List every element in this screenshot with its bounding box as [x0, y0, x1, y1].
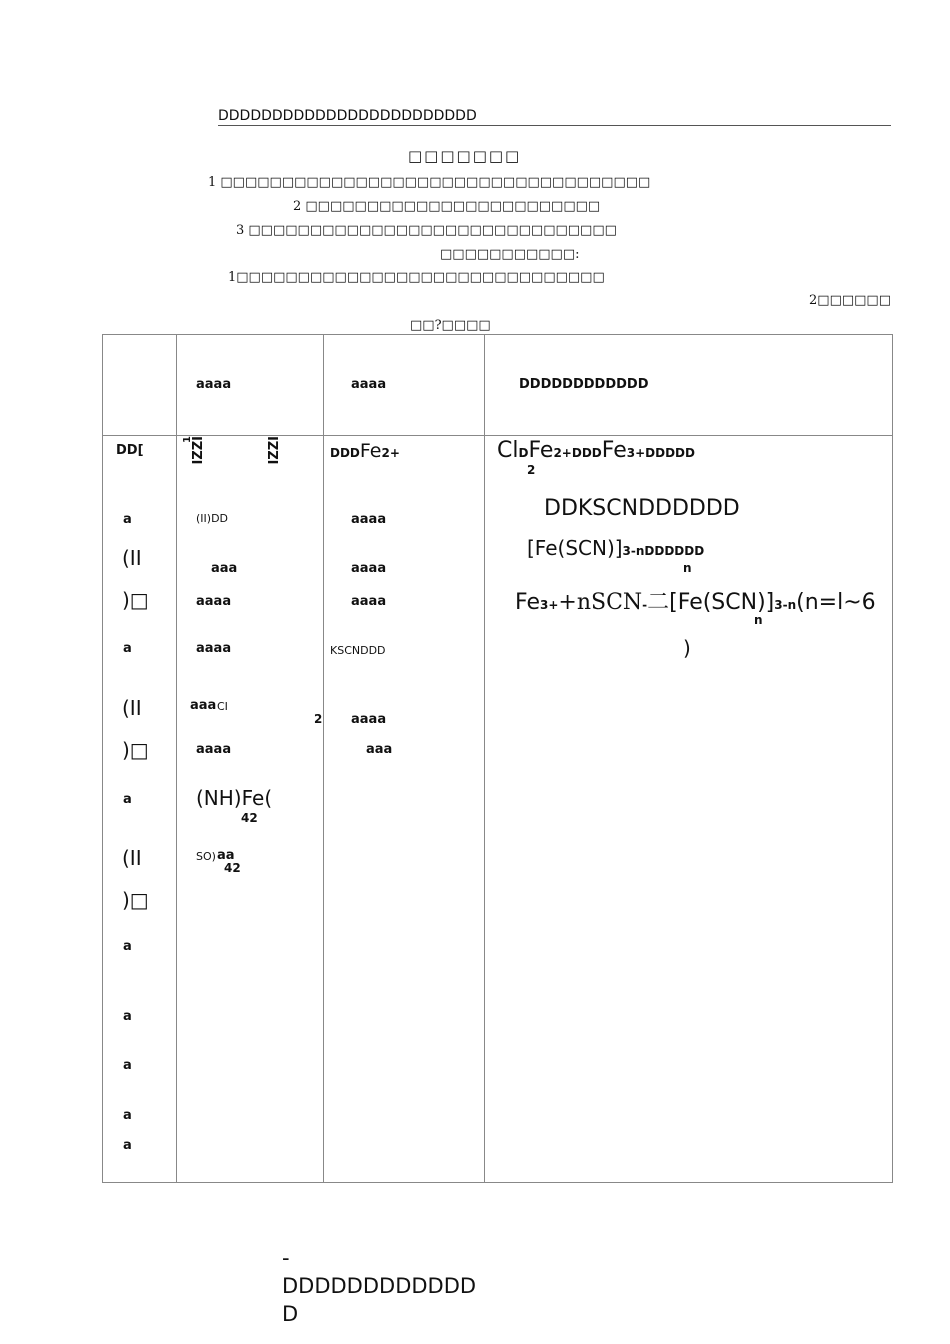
reagent-text: aaa — [211, 561, 238, 576]
footer-label: DDDDDDDDDDDDD — [282, 1274, 477, 1326]
header-cell-2 — [177, 335, 324, 436]
procedure-text: KSCNDDD — [330, 644, 386, 657]
complex-formula: [Fe(SCN)] — [527, 536, 623, 560]
header-label-2: aaaa — [196, 377, 232, 392]
body-cell-2 — [177, 436, 324, 1183]
thiocyanate: +nSCN — [558, 590, 643, 615]
observation-line-1 — [497, 438, 695, 463]
reagent-formula: (NH)Fe( — [196, 786, 273, 810]
body-cell-1 — [103, 436, 177, 1183]
observation-line-2: DDKSCNDDDDDD — [544, 496, 740, 521]
item-paren-close: )□ — [122, 888, 149, 912]
body-cell-3 — [324, 436, 485, 1183]
header-rule — [218, 125, 891, 126]
reagent-text: aa — [217, 848, 235, 863]
reagent-text: aaaa — [196, 742, 232, 757]
text-fragment: 3+DDDDD — [626, 446, 695, 460]
procedure-text: aaaa — [351, 561, 387, 576]
chlorine-symbol: Cl — [497, 438, 519, 463]
ion-prefix: DDD — [330, 446, 360, 460]
item-marker: a — [123, 792, 132, 807]
table-header-row — [103, 335, 893, 436]
iron-symbol: Fe — [528, 438, 554, 463]
item-paren-close: )□ — [122, 588, 149, 612]
formula-subscript: 42 — [224, 861, 241, 875]
item-marker: a — [123, 1138, 132, 1153]
ion-charge: - — [642, 598, 648, 612]
item-marker: a — [123, 641, 132, 656]
section-heading: □□□□□□□□□□□: — [440, 247, 580, 262]
observation-line-3 — [527, 536, 704, 560]
iron-symbol: Fe — [601, 438, 627, 463]
header-cell-4 — [485, 335, 893, 436]
procedure-text: aaaa — [351, 512, 387, 527]
page-title: □□□□□□□ — [408, 147, 522, 165]
item-marker: a — [123, 512, 132, 527]
iron-symbol: Fe — [515, 590, 540, 615]
procedure-text: aaaa — [351, 712, 387, 727]
step-line-1: 1□□□□□□□□□□□□□□□□□□□□□□□□□□□□□□ — [228, 270, 605, 285]
reagent-formula: CI — [217, 700, 228, 713]
procedure-text: aaaa — [351, 594, 387, 609]
item-marker: a — [123, 1009, 132, 1024]
ion-charge: 2+ — [381, 446, 400, 460]
item-paren-open: (II — [122, 546, 142, 570]
rotated-subscript: 1 — [182, 436, 193, 443]
table-body-row — [103, 436, 893, 1183]
row-label: DD[ — [116, 443, 144, 458]
reagent-formula: SO) — [196, 850, 216, 863]
item-marker: a — [123, 1058, 132, 1073]
ion-symbol: Fe — [359, 440, 382, 462]
range-text: (n=l~6 — [796, 590, 876, 615]
header-label-4: DDDDDDDDDDDD — [519, 377, 649, 392]
complex-formula: 二[Fe(SCN)] — [647, 590, 775, 615]
reagent-text: aaaa — [196, 594, 232, 609]
step-line-2: 2□□□□□□ — [809, 293, 891, 308]
body-cell-4 — [485, 436, 893, 1183]
header-label-3: aaaa — [351, 377, 387, 392]
text-fragment: 3-nDDDDDD — [622, 544, 705, 558]
objective-line-1: 1 □□□□□□□□□□□□□□□□□□□□□□□□□□□□□□□□□□□ — [208, 175, 651, 190]
reagent-text: aaa — [190, 698, 217, 713]
objective-line-3: 3 □□□□□□□□□□□□□□□□□□□□□□□□□□□□□□ — [236, 223, 617, 238]
closing-paren: ) — [683, 636, 691, 660]
procedure-text: aaa — [366, 742, 393, 757]
header-cell-1 — [103, 335, 177, 436]
text-fragment: D — [518, 446, 529, 460]
rotated-label: IZZI — [191, 436, 206, 465]
ion-charge: 3+ — [540, 598, 559, 612]
rotated-label: IZZI — [267, 436, 282, 465]
footer-text — [282, 1244, 482, 1328]
experiment-table — [102, 334, 893, 1183]
item-paren-open: (II — [122, 846, 142, 870]
item-marker: a — [123, 939, 132, 954]
text-fragment: 2+DDD — [553, 446, 602, 460]
ion-charge: 3-n — [774, 598, 797, 612]
item-marker: a — [123, 1108, 132, 1123]
reagent-text: (II)DD — [196, 512, 229, 525]
objective-line-2: 2 □□□□□□□□□□□□□□□□□□□□□□□□ — [293, 199, 601, 214]
formula-subscript: 2 — [314, 712, 323, 726]
item-paren-open: (II — [122, 696, 142, 720]
header-cell-3 — [324, 335, 485, 436]
footer-dash: - — [282, 1246, 290, 1270]
item-paren-close: )□ — [122, 738, 149, 762]
reaction-equation — [515, 585, 876, 616]
formula-subscript: 42 — [241, 811, 258, 825]
table-caption: □□?□□□□ — [410, 318, 491, 333]
page-header: DDDDDDDDDDDDDDDDDDDDDDDD — [218, 108, 477, 124]
formula-subscript: n — [754, 613, 763, 627]
formula-subscript: 2 — [527, 463, 536, 477]
reagent-text: aaaa — [196, 641, 232, 656]
formula-subscript: n — [683, 561, 692, 575]
ion-label — [330, 440, 400, 462]
